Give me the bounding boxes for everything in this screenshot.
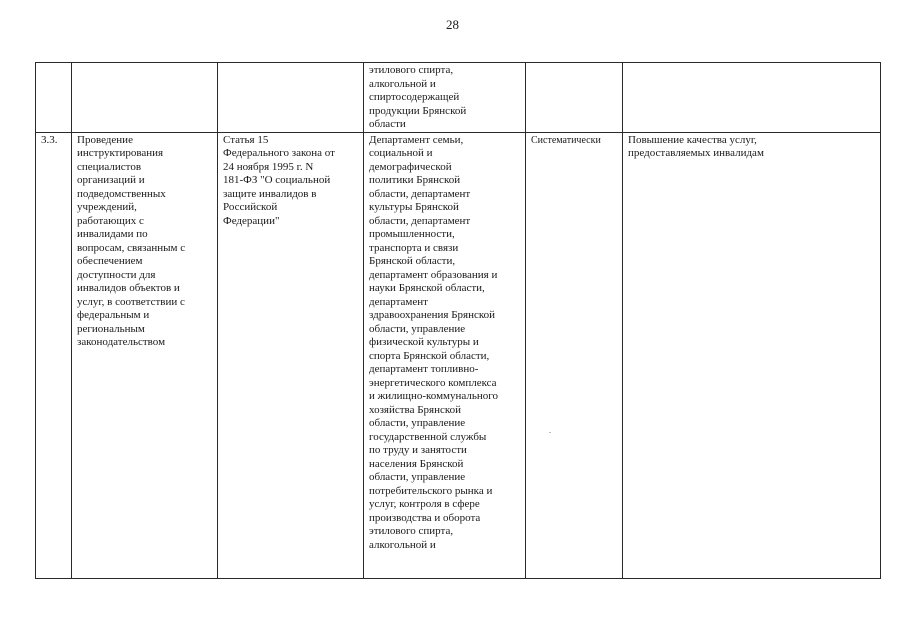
cell-result (623, 63, 881, 133)
event-description: Проведение инструктирования специалистов организаций и подведомственных учреждений, работающих с инвалидами по вопросам, связанным с обеспечением доступности для инвалидов объектов и услуг, в соответствии с федеральным и региональным законодательством (77, 133, 186, 348)
cell-executors (364, 63, 526, 133)
cell-number (36, 63, 72, 133)
page-number: 28 (446, 17, 459, 32)
table-row-continuation (36, 63, 881, 133)
cell-legal-basis (218, 132, 364, 578)
measures-table (35, 62, 881, 579)
term-text: Систематически (531, 134, 601, 146)
executors-text: Департамент семьи, социальной и демографической политики Брянской области, департамент культуры Брянской области, департамент промышленности, транспорта и связи Брянской области, департамент образования и науки Брянской области, департамент здравоохранения Брянской области, управление физической культуры и спорта Брянской области, департамент топливно- энергетического комплекса и жилищно-коммунального хозяйства Брянской области, управление государственной службы по труду и занятости населения Брянской области, управление потребительского рынка и услуг, контроля в сфере производства и оборота этилового спирта, алкогольной и (369, 133, 499, 551)
executors-continued-text: этилового спирта, алкогольной и спиртосодержащей продукции Брянской области (369, 64, 467, 130)
table-row-3-3 (36, 132, 881, 578)
legal-basis-text: Статья 15 Федерального закона от 24 ноября 1995 г. N 181-ФЗ "О социальной защите инвалидов в Российской Федерации" (223, 133, 335, 227)
cell-term (526, 63, 623, 133)
scan-speck (549, 432, 551, 433)
cell-executors (364, 132, 526, 578)
row-number: 3.3. (41, 133, 58, 146)
cell-legal-basis (218, 63, 364, 133)
cell-number (36, 132, 72, 578)
cell-term (526, 132, 623, 578)
cell-event (72, 132, 218, 578)
cell-result (623, 132, 881, 578)
result-text: Повышение качества услуг, предоставляемых инвалидам (628, 133, 764, 159)
cell-event (72, 63, 218, 133)
